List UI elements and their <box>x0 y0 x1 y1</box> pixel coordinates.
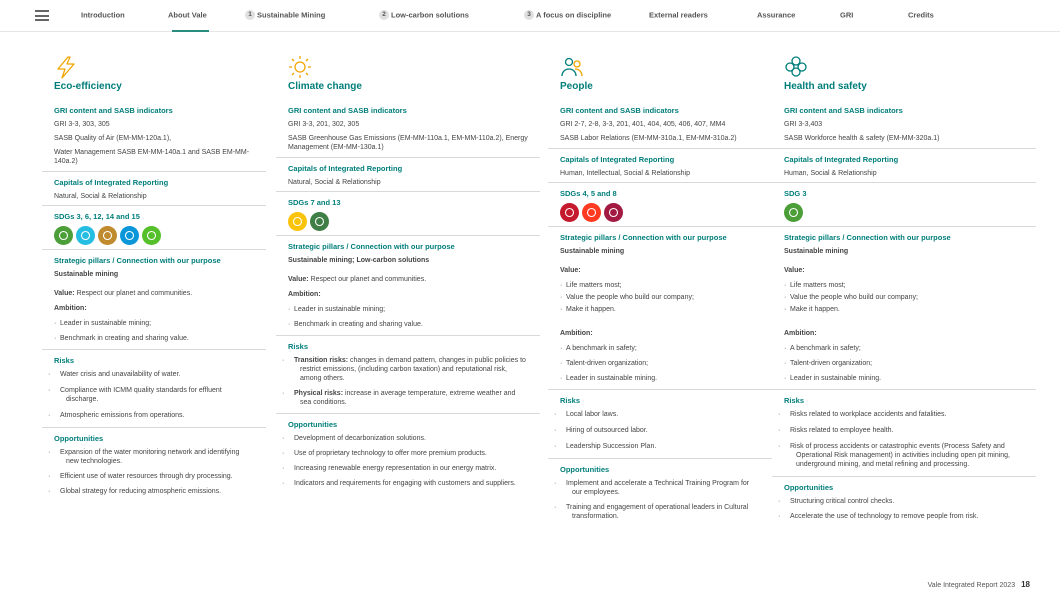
sdg-goal-icon <box>98 226 117 245</box>
risk-type: Physical risks: <box>294 390 344 397</box>
value-item: · Value the people who build our company; <box>560 293 760 302</box>
value-item: · Life matters most; <box>560 281 760 290</box>
pillars-text: Sustainable mining <box>560 248 625 255</box>
nav-tab-label: Assurance <box>757 10 796 20</box>
gri-indicator: GRI 3-3,403 <box>784 121 823 128</box>
opportunity-item: · Increasing renewable energy representation in our energy matrix. <box>288 464 528 473</box>
risk-item: · Risks related to employee health. <box>784 426 1024 435</box>
sdg-goal-icon <box>604 203 623 222</box>
top-navigation <box>0 0 1060 32</box>
active-tab-indicator <box>172 30 209 32</box>
opportunity-item: · Structuring critical control checks. <box>784 497 1024 506</box>
opportunity-item: · Accelerate the use of technology to remove people from risk. <box>784 512 1024 521</box>
capitals-heading: Capitals of Integrated Reporting <box>288 164 403 173</box>
divider <box>42 249 266 250</box>
risks-heading: Risks <box>288 342 309 351</box>
value-label: Value: <box>54 290 75 297</box>
opportunity-item: · Training and engagement of operational leaders in Cultural transformation. <box>560 503 760 521</box>
ambition-item: · Talent-driven organization; <box>560 359 760 368</box>
sdg-heading: SDGs 3, 6, 12, 14 and 15 <box>54 212 140 221</box>
category-title: Health and safety <box>784 81 867 92</box>
ambition-label: Ambition: <box>288 291 321 298</box>
column-eco-efficiency <box>54 55 254 502</box>
divider <box>772 182 1036 183</box>
sdg-heading: SDGs 7 and 13 <box>288 198 341 207</box>
gri-heading: GRI content and SASB indicators <box>288 106 407 115</box>
spacer <box>560 317 760 329</box>
strategic-pillars-heading: Strategic pillars / Connection with our purpose <box>54 256 221 265</box>
divider <box>772 389 1036 390</box>
gri-heading: GRI content and SASB indicators <box>784 106 903 115</box>
risk-description: changes in demand pattern, changes in public policies to restrict emissions, (including carbon taxation) and reputational risk, among others. <box>300 357 526 382</box>
sdg-heading: SDG 3 <box>784 189 807 198</box>
ambition-item: · Benchmark in creating and sharing value. <box>288 320 528 329</box>
nav-tab-assurance[interactable] <box>757 10 795 20</box>
value-item: · Value the people who build our company; <box>784 293 1024 302</box>
ambition-label: Ambition: <box>54 305 87 312</box>
pillars-text: Sustainable mining <box>784 248 849 255</box>
gri-indicator: SASB Greenhouse Gas Emissions (EM-MM-110a.1, EM-MM-110a.2), Energy Management (EM-MM-130a.1) <box>288 135 528 151</box>
clover-icon <box>784 55 1024 79</box>
divider <box>548 148 772 149</box>
risk-item: · Local labor laws. <box>560 410 760 419</box>
opportunities-heading: Opportunities <box>560 465 610 474</box>
divider <box>42 171 266 172</box>
gri-indicator: GRI 3-3, 201, 302, 305 <box>288 121 360 128</box>
risk-item: · Leadership Succession Plan. <box>560 442 760 451</box>
gri-indicator: GRI 3-3, 303, 305 <box>54 121 110 128</box>
nav-tab-label: External readers <box>649 10 708 20</box>
risks-heading: Risks <box>560 396 581 405</box>
chapter-number-badge: 2 <box>379 10 389 20</box>
risks-heading: Risks <box>784 396 805 405</box>
divider <box>548 389 772 390</box>
chapter-number-badge: 1 <box>245 10 255 20</box>
ambition-item: · A benchmark in safety; <box>784 344 1024 353</box>
risk-item <box>288 389 528 407</box>
strategic-pillars-heading: Strategic pillars / Connection with our purpose <box>560 233 727 242</box>
gri-indicator: SASB Quality of Air (EM-MM-120a.1), <box>54 135 172 142</box>
opportunity-item: · Indicators and requirements for engaging with customers and suppliers. <box>288 479 528 488</box>
sdg-goal-icon <box>784 203 803 222</box>
gri-heading: GRI content and SASB indicators <box>560 106 679 115</box>
value-label: Value: <box>288 276 309 283</box>
risk-item <box>288 356 528 383</box>
opportunities-heading: Opportunities <box>784 483 834 492</box>
column-climate-change <box>288 55 528 494</box>
ambition-label: Ambition: <box>784 330 817 337</box>
divider <box>276 335 540 336</box>
ambition-item: · Leader in sustainable mining; <box>288 305 528 314</box>
category-title: People <box>560 81 593 92</box>
ambition-item: · A benchmark in safety; <box>560 344 760 353</box>
sun-icon <box>288 55 528 79</box>
capitals-heading: Capitals of Integrated Reporting <box>54 178 169 187</box>
pillars-text: Sustainable mining <box>54 271 119 278</box>
opportunities-heading: Opportunities <box>288 420 338 429</box>
strategic-pillars-heading: Strategic pillars / Connection with our purpose <box>784 233 951 242</box>
column-health-and-safety <box>784 55 1024 527</box>
chapter-number-badge: 3 <box>524 10 534 20</box>
people-icon <box>560 55 760 79</box>
sdg-icons <box>560 203 760 222</box>
risks-heading: Risks <box>54 356 75 365</box>
category-title: Eco-efficiency <box>54 81 122 92</box>
sdg-goal-icon <box>120 226 139 245</box>
divider <box>772 226 1036 227</box>
opportunity-item: · Implement and accelerate a Technical Training Program for our employees. <box>560 479 760 497</box>
risk-type: Transition risks: <box>294 357 349 364</box>
divider <box>42 205 266 206</box>
value-statement <box>288 275 528 284</box>
sdg-icons <box>54 226 254 245</box>
page-number: 18 <box>1021 580 1030 589</box>
nav-tab-introduction[interactable] <box>81 10 125 20</box>
sdg-goal-icon <box>76 226 95 245</box>
sdg-icons <box>784 203 1024 222</box>
value-item: · Make it happen. <box>784 305 1024 314</box>
risk-description: increase in average temperature, extreme weather and sea conditions. <box>300 390 516 406</box>
divider <box>548 226 772 227</box>
gri-heading: GRI content and SASB indicators <box>54 106 173 115</box>
strategic-pillars-heading: Strategic pillars / Connection with our purpose <box>288 242 455 251</box>
ambition-item: · Benchmark in creating and sharing value. <box>54 334 254 343</box>
risk-item: · Water crisis and unavailability of water. <box>54 370 254 379</box>
nav-tab-label: Introduction <box>81 10 125 20</box>
report-title: Vale Integrated Report 2023 <box>927 582 1016 589</box>
value-label: Value: <box>784 267 805 274</box>
value-text: Respect our planet and communities. <box>310 276 427 283</box>
divider <box>276 235 540 236</box>
hamburger-menu-icon[interactable] <box>35 10 49 21</box>
nav-tab-label: A focus on discipline <box>536 10 612 20</box>
risk-item: · Compliance with ICMM quality standards for effluent discharge. <box>54 386 254 404</box>
divider <box>548 458 772 459</box>
opportunity-item: · Development of decarbonization solutions. <box>288 434 528 443</box>
ambition-label: Ambition: <box>560 330 593 337</box>
nav-tab-low-carbon-solutions[interactable] <box>379 10 469 20</box>
value-label: Value: <box>560 267 581 274</box>
nav-tab-gri[interactable] <box>840 10 853 20</box>
value-item: · Make it happen. <box>560 305 760 314</box>
sdg-goal-icon <box>288 212 307 231</box>
spacer <box>784 317 1024 329</box>
divider <box>276 157 540 158</box>
value-item: · Life matters most; <box>784 281 1024 290</box>
ambition-item: · Leader in sustainable mining; <box>54 319 254 328</box>
value-text: Respect our planet and communities. <box>76 290 193 297</box>
nav-tab-label: Sustainable Mining <box>257 10 326 20</box>
column-people <box>560 55 760 527</box>
nav-tab-external-readers[interactable] <box>649 10 708 20</box>
capitals-text: Human, Intellectual, Social & Relationship <box>560 170 690 177</box>
risk-item: · Risk of process accidents or catastrophic events (Process Safety and Operational Risk management) in activities including open pit mining, underground mining, and metal refining and processing. <box>784 442 1024 469</box>
opportunity-item: · Use of proprietary technology to offer more premium products. <box>288 449 528 458</box>
risk-item: · Risks related to workplace accidents and fatalities. <box>784 410 1024 419</box>
capitals-text: Natural, Social & Relationship <box>288 179 381 186</box>
sdg-goal-icon <box>310 212 329 231</box>
nav-tab-label: Low-carbon solutions <box>391 10 469 20</box>
divider <box>42 349 266 350</box>
nav-tab-label: GRI <box>840 10 854 20</box>
divider <box>772 148 1036 149</box>
pillars-text: Sustainable mining; Low-carbon solutions <box>288 257 430 264</box>
category-title: Climate change <box>288 81 362 92</box>
risk-item: · Atmospheric emissions from operations. <box>54 411 254 420</box>
opportunity-item: · Global strategy for reducing atmospheric emissions. <box>54 487 254 496</box>
sdg-goal-icon <box>142 226 161 245</box>
gri-indicator: SASB Workforce health & safety (EM-MM-320a.1) <box>784 135 940 142</box>
nav-tab-label: About Vale <box>168 10 207 20</box>
gri-indicator: SASB Labor Relations (EM-MM-310a.1, EM-MM-310a.2) <box>560 135 737 142</box>
ambition-item: · Leader in sustainable mining. <box>784 374 1024 383</box>
sdg-heading: SDGs 4, 5 and 8 <box>560 189 617 198</box>
ambition-item: · Talent-driven organization; <box>784 359 1024 368</box>
sdg-icons <box>288 212 528 231</box>
nav-tab-a-focus-on-discipline[interactable] <box>524 10 611 20</box>
nav-tab-sustainable-mining[interactable] <box>245 10 325 20</box>
lightning-icon <box>54 55 254 79</box>
divider <box>772 476 1036 477</box>
value-statement <box>54 289 254 298</box>
gri-indicator: Water Management SASB EM-MM-140a.1 and SASB EM-MM-140a.2) <box>54 149 250 165</box>
sdg-goal-icon <box>582 203 601 222</box>
divider <box>276 413 540 414</box>
sdg-goal-icon <box>54 226 73 245</box>
opportunity-item: · Efficient use of water resources through dry processing. <box>54 472 254 481</box>
capitals-text: Natural, Social & Relationship <box>54 193 147 200</box>
risk-item: · Hiring of outsourced labor. <box>560 426 760 435</box>
opportunities-heading: Opportunities <box>54 434 104 443</box>
divider <box>548 182 772 183</box>
ambition-item: · Leader in sustainable mining. <box>560 374 760 383</box>
nav-tab-label: Credits <box>908 10 934 20</box>
opportunity-item: · Expansion of the water monitoring network and identifying new technologies. <box>54 448 254 466</box>
divider <box>42 427 266 428</box>
nav-tab-about-vale[interactable] <box>168 10 207 20</box>
capitals-text: Human, Social & Relationship <box>784 170 877 177</box>
gri-indicator: GRI 2-7, 2-8, 3-3, 201, 401, 404, 405, 406, 407, MM4 <box>560 121 726 128</box>
capitals-heading: Capitals of Integrated Reporting <box>784 155 899 164</box>
sdg-goal-icon <box>560 203 579 222</box>
nav-tab-credits[interactable] <box>908 10 934 20</box>
capitals-heading: Capitals of Integrated Reporting <box>560 155 675 164</box>
page-footer <box>928 580 1030 589</box>
divider <box>276 191 540 192</box>
